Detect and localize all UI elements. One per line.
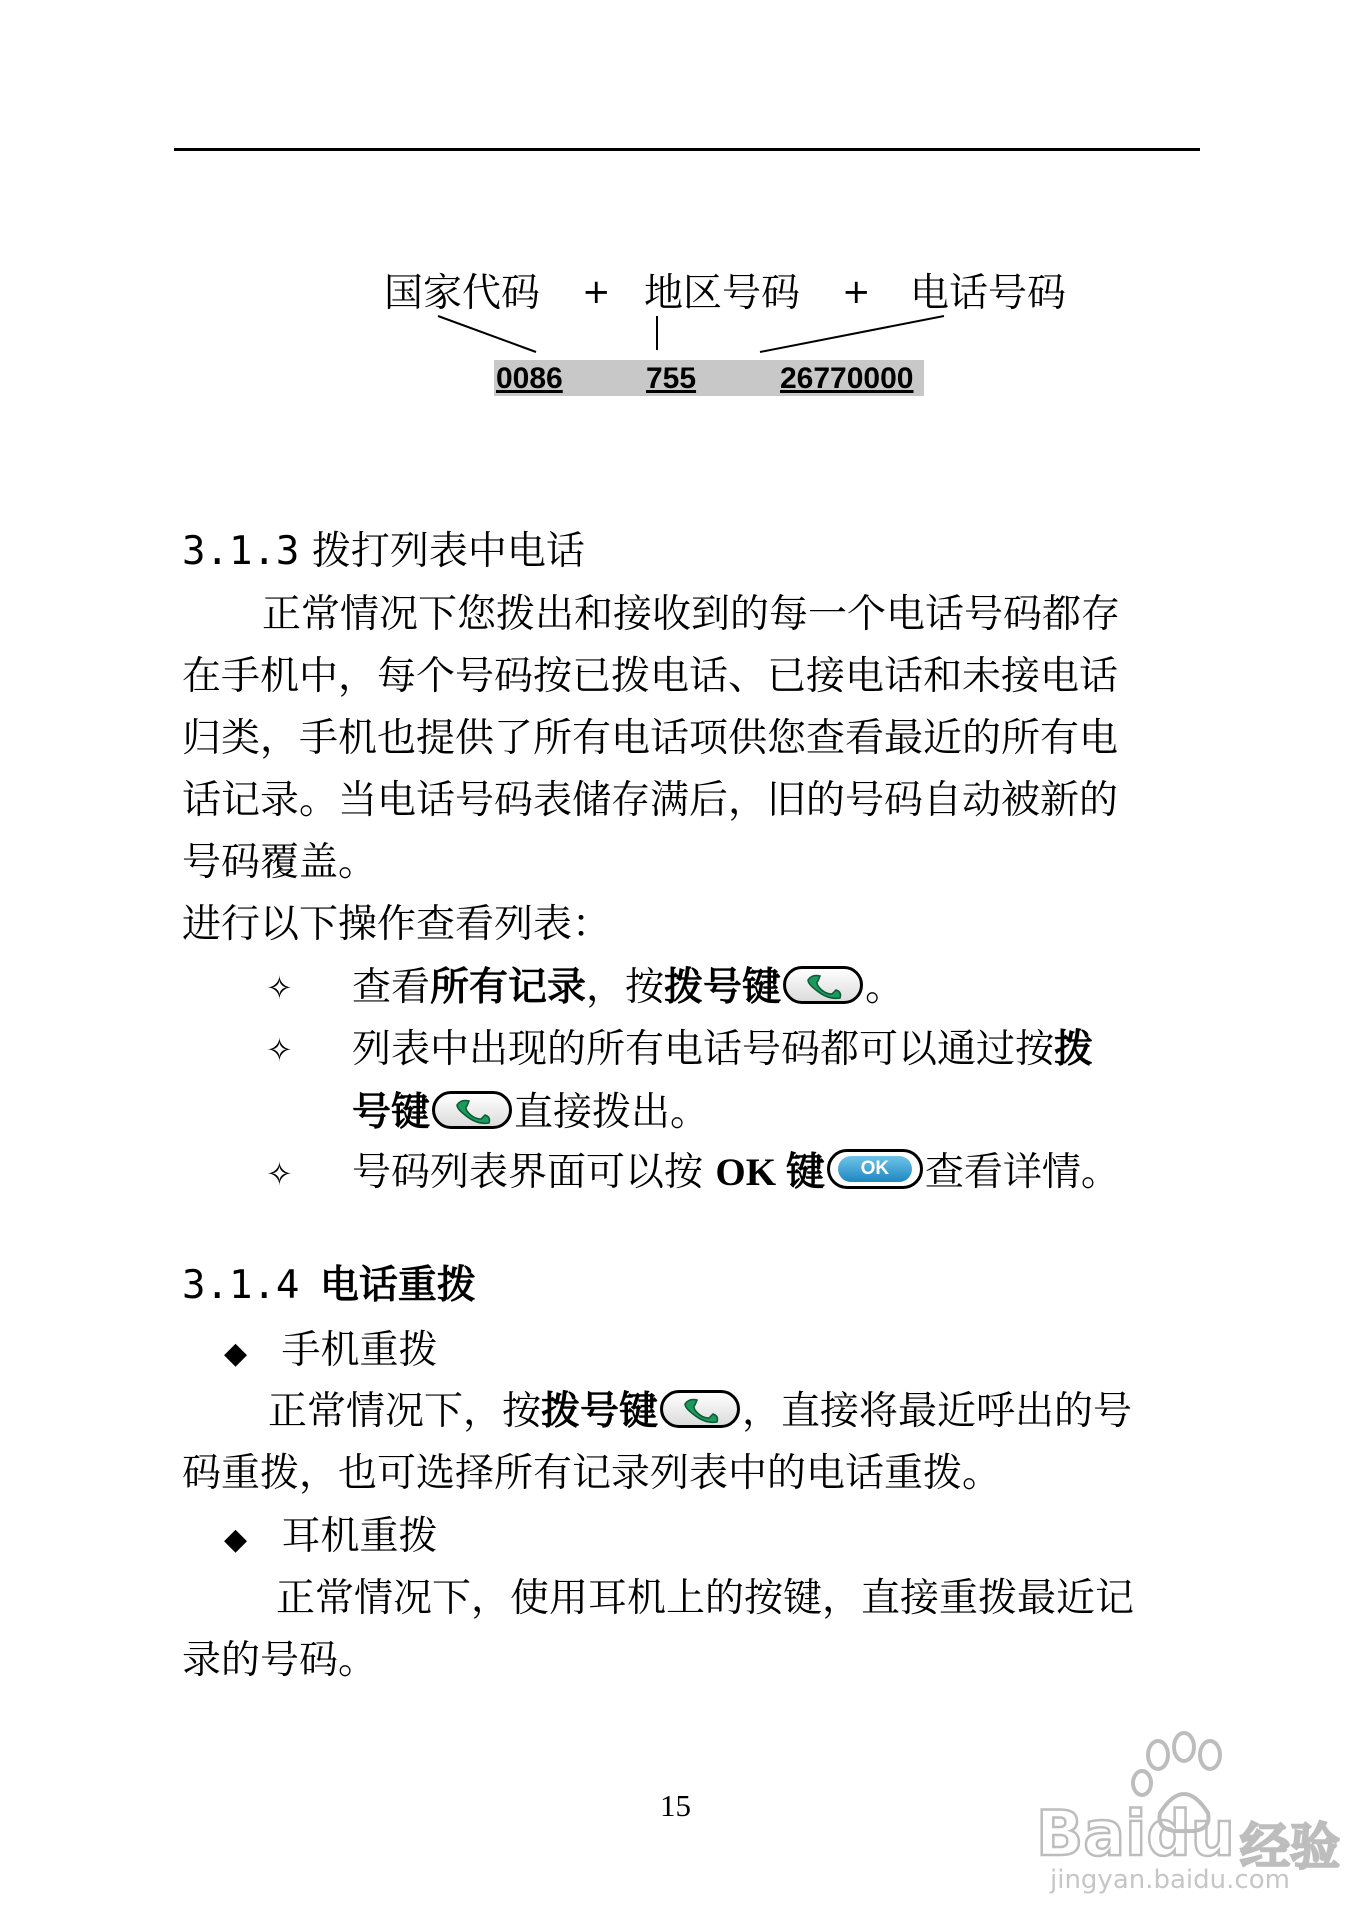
text-bold: 拨 [1054,1026,1094,1072]
text: 查看 [352,965,431,1010]
paragraph-line: 录的号码。 [182,1638,378,1683]
paragraph-line: 号码覆盖。 [182,840,378,885]
heading-number: 3.1.3 [182,529,300,574]
bullet-item [266,1142,293,1205]
paragraph-line: 在手机中，每个号码按已拨电话、已接电话和未接电话 [182,654,1119,699]
connector-line [760,316,944,352]
paragraph-line: 话记录。当电话号码表储存满后，旧的号码自动被新的 [182,778,1119,823]
paragraph-line: 归类，手机也提供了所有电话项供您查看最近的所有电 [182,716,1119,761]
phone-number-label: 电话号码 [910,271,1067,316]
call-key-icon [783,966,863,1004]
subsection-title-text: 耳机重拨 [281,1514,438,1559]
text: 号码列表界面可以按 [352,1150,716,1195]
plus-sign: + [842,272,871,312]
diamond-bullet-icon: ◆ [224,1336,248,1371]
heading-text: 拨打列表中电话 [311,529,585,574]
phone-number-value: 26770000 [780,362,914,395]
text: 。 [865,965,905,1010]
bullet-star-icon: ✧ [266,1031,293,1069]
intro-line: 进行以下操作查看列表： [182,902,612,947]
text-bold: OK 键 [715,1151,825,1194]
diamond-bullet-icon: ◆ [224,1522,248,1557]
bullet-line [352,1081,1093,1144]
section-heading-3-1-3 [182,520,585,576]
bullet-item [266,956,293,1019]
connector-line [438,316,536,352]
bullet-star-icon: ✧ [266,969,293,1007]
bullet-item [266,1018,293,1081]
baidu-jingyan-watermark [1030,1725,1360,1895]
paragraph-line: 正常情况下，使用耳机上的按键，直接重拨最近记 [276,1576,1135,1621]
call-key-icon [432,1091,512,1129]
subsection-title-text: 手机重拨 [281,1328,438,1373]
bullet-text [352,956,904,1019]
connector-lines [0,0,1360,420]
text-bold: 拨号键 [664,964,782,1010]
subsection-paragraph [182,1380,1132,1505]
bullet-line [352,1018,1093,1081]
text: 正常情况下，按 [268,1389,542,1434]
text: ，按 [586,965,665,1010]
subsection-title [224,1320,438,1385]
text-bold: 拨号键 [541,1388,659,1434]
text: ，直接将最近呼出的号 [742,1389,1133,1434]
paragraph-line: 正常情况下您拨出和接收到的每一个电话号码都存 [262,592,1121,637]
ok-key-icon [827,1149,923,1189]
paragraph-line: 码重拨，也可选择所有记录列表中的电话重拨。 [182,1451,1002,1496]
section-3-1-3-paragraph [182,584,1120,956]
text-bold: 号键 [352,1089,431,1135]
bullet-star-icon: ✧ [266,1155,293,1193]
country-code-value: 0086 [496,362,563,395]
section-heading-3-1-4 [182,1254,476,1310]
heading-text: 电话重拨 [319,1262,476,1308]
call-key-icon [660,1390,740,1428]
heading-number: 3.1.4 [182,1263,300,1308]
subsection-paragraph [182,1568,1134,1692]
area-code-value: 755 [646,362,697,395]
watermark-brand-2: du [1146,1797,1235,1870]
area-code-label: 地区号码 [644,271,801,316]
text: 直接拨出。 [514,1090,710,1135]
text-bold: 所有记录 [430,964,587,1010]
watermark-cn: 经验 [1240,1818,1340,1876]
ok-key-label: OK [838,1156,912,1182]
country-code-label: 国家代码 [384,271,541,316]
watermark-brand: Bai [1036,1797,1147,1870]
bullet-text [352,1018,1093,1144]
plus-sign: + [582,272,611,312]
subsection-title [224,1506,438,1571]
text: 列表中出现的所有电话号码都可以通过按 [352,1027,1055,1072]
text: 查看详情。 [924,1150,1120,1195]
bullet-text [352,1142,1120,1204]
watermark-url: jingyan.baidu.com [1050,1865,1290,1895]
paragraph-line [182,1380,1132,1443]
page-number: 15 [660,1788,691,1823]
